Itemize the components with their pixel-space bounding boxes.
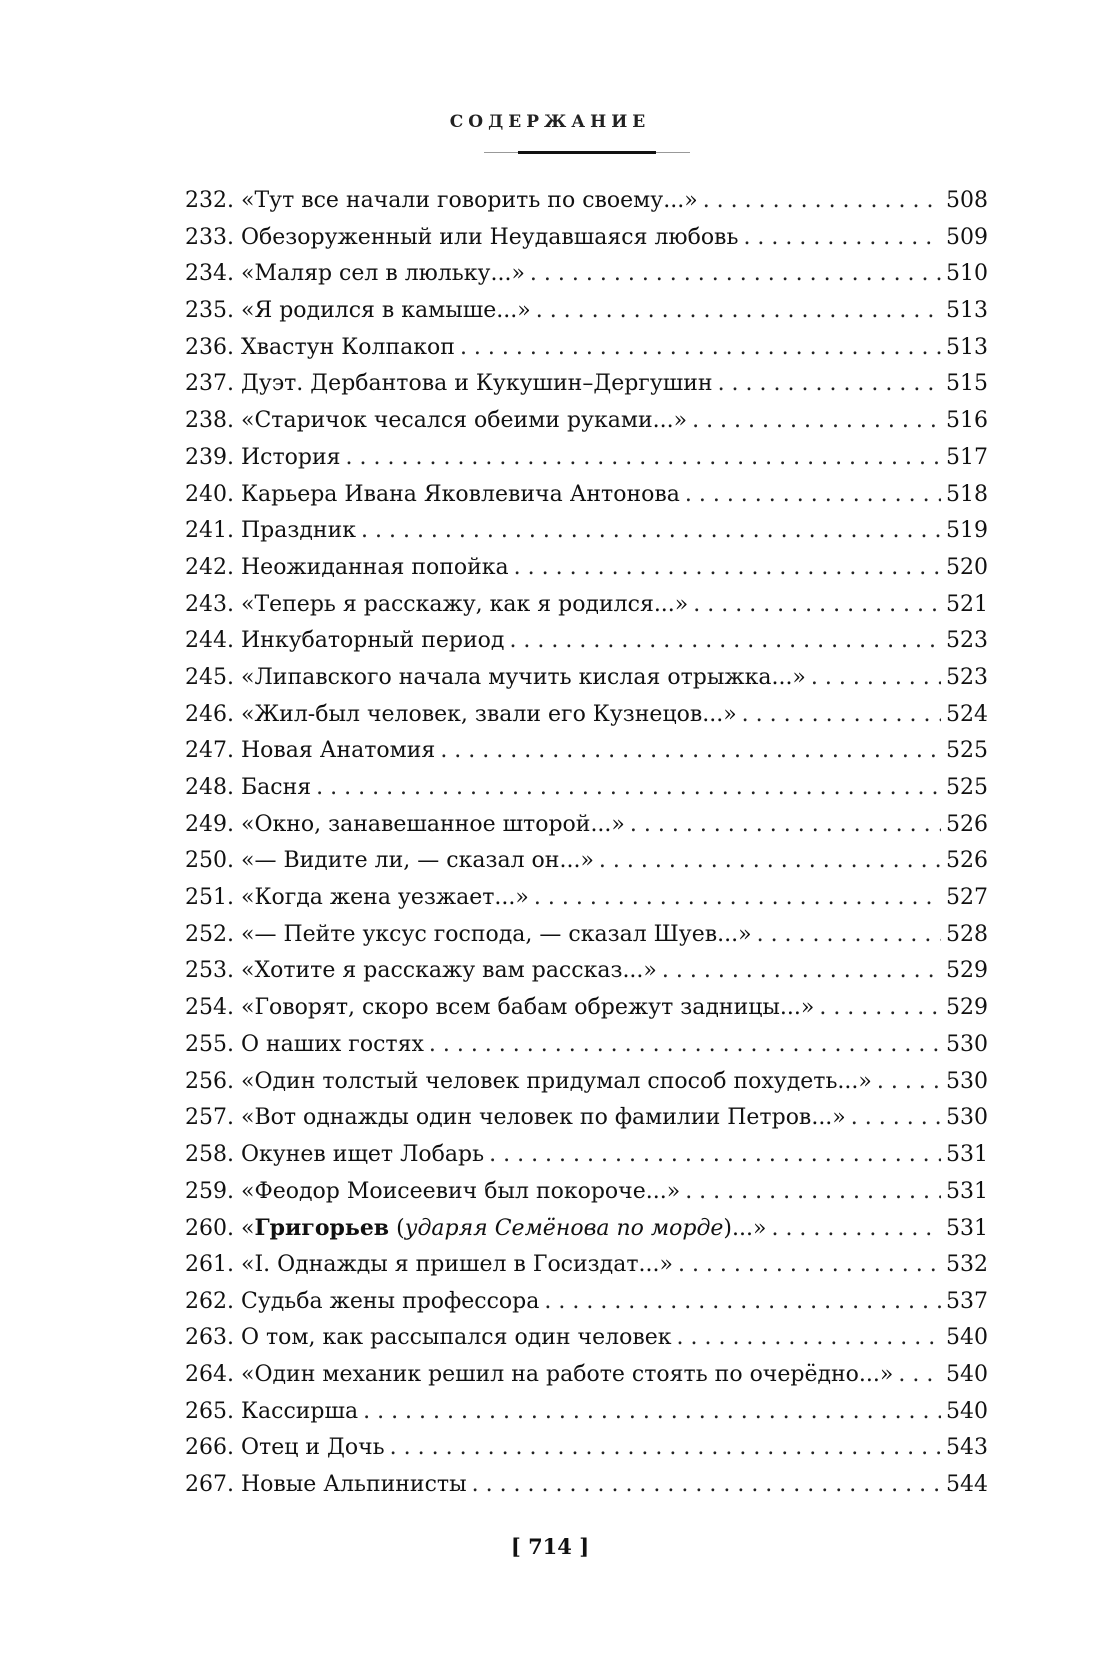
entry-title (241, 1210, 766, 1248)
entry-title-open: « (240, 1216, 255, 1242)
entry-page: 540 (946, 1362, 988, 1387)
entry-title: О том, как рассыпался один человек (240, 1325, 672, 1351)
entry-number: 260. (185, 1216, 234, 1242)
dot-leader (599, 843, 941, 880)
entry-page: 523 (946, 664, 988, 690)
entry-page: 528 (946, 921, 988, 947)
entry-title: «Когда жена уезжает...» (240, 885, 529, 911)
entry-number: 244. (185, 628, 234, 654)
toc-entry (185, 1394, 988, 1431)
toc-entry (185, 917, 988, 954)
toc-entry (185, 1100, 988, 1137)
toc-entry (185, 1430, 988, 1467)
entry-number: 256. (185, 1068, 234, 1094)
dot-leader (530, 256, 941, 293)
entry-number: 234. (185, 261, 234, 287)
entry-title: О наших гостях (240, 1031, 424, 1057)
toc-entry (185, 1210, 988, 1247)
entry-title: Кассирша (240, 1398, 359, 1424)
toc-entry (185, 330, 988, 367)
toc-entry (185, 293, 988, 330)
entry-number: 239. (185, 444, 234, 470)
toc-entry (185, 807, 988, 844)
entry-page: 526 (946, 848, 988, 874)
entry-number: 252. (185, 921, 234, 947)
dot-leader (678, 1247, 941, 1284)
entry-page: 532 (946, 1251, 988, 1277)
dot-leader (743, 220, 941, 257)
entry-title: «Окно, занавешанное шторой...» (240, 811, 625, 837)
entry-page: 543 (946, 1435, 988, 1461)
entry-title-bold: Григорьев (254, 1215, 390, 1242)
page-title: СОДЕРЖАНИЕ (449, 112, 651, 132)
dot-leader (346, 440, 941, 477)
toc-entry (185, 403, 988, 440)
entry-page: 515 (946, 371, 988, 397)
toc-entry (185, 623, 988, 660)
entry-number: 238. (185, 408, 234, 434)
entry-page: 508 (946, 188, 988, 213)
dot-leader (534, 880, 941, 917)
entry-page: 509 (946, 224, 988, 250)
dot-leader (693, 587, 941, 624)
dot-leader (898, 1357, 941, 1394)
dot-leader (662, 953, 941, 990)
entry-page: 520 (946, 554, 988, 580)
entry-number: 255. (185, 1031, 234, 1057)
toc-entry (185, 587, 988, 624)
entry-title: Судьба жены профессора (240, 1288, 540, 1314)
entry-page: 531 (946, 1141, 988, 1167)
entry-page: 510 (946, 261, 988, 287)
entry-page: 531 (946, 1216, 988, 1242)
dot-leader (718, 366, 941, 403)
entry-title: «Вот однажды один человек по фамилии Петров...» (240, 1105, 846, 1131)
entry-title: Инкубаторный период (240, 628, 505, 654)
entry-page: 530 (946, 1031, 988, 1057)
entry-page: 530 (946, 1105, 988, 1131)
entry-title: «Маляр сел в люльку...» (240, 261, 525, 287)
entry-title: «— Видите ли, — сказал он...» (240, 848, 594, 874)
toc-entry (185, 770, 988, 807)
entry-title-paren: ( (389, 1216, 405, 1242)
toc-entry (185, 1467, 988, 1504)
entry-number: 233. (185, 224, 234, 250)
dot-leader (685, 1174, 941, 1211)
page-header (0, 112, 1100, 132)
toc-entry (185, 440, 988, 477)
entry-page: 524 (946, 701, 988, 727)
entry-number: 247. (185, 738, 234, 764)
entry-title: Отец и Дочь (240, 1435, 385, 1461)
entry-number: 262. (185, 1288, 234, 1314)
entry-number: 264. (185, 1362, 234, 1387)
toc-entry (185, 1137, 988, 1174)
dot-leader (630, 807, 941, 844)
page-number: [ 714 ] (510, 1534, 590, 1559)
entry-title: «Теперь я расскажу, как я родился...» (240, 591, 689, 617)
entry-number: 235. (185, 298, 234, 324)
dot-leader (544, 1284, 941, 1321)
entry-number: 257. (185, 1105, 234, 1131)
dot-leader (819, 990, 941, 1027)
entry-page: 540 (946, 1398, 988, 1424)
entry-number: 245. (185, 664, 234, 690)
toc-entry (185, 1174, 988, 1211)
dot-leader (440, 733, 941, 770)
entry-title: «I. Однажды я пришел в Госиздат...» (240, 1251, 673, 1277)
entry-page: 544 (946, 1472, 988, 1498)
entry-title: «— Пейте уксус господа, — сказал Шуев...» (240, 921, 752, 947)
entry-page: 537 (946, 1288, 988, 1314)
dot-leader (536, 293, 941, 330)
entry-title: Новые Альпинисты (240, 1472, 467, 1498)
entry-number: 232. (185, 188, 234, 213)
toc-entry (185, 1247, 988, 1284)
entry-page: 525 (946, 775, 988, 800)
entry-number: 266. (185, 1435, 234, 1461)
entry-title: «Феодор Моисеевич был покороче...» (240, 1178, 681, 1204)
entry-title: «Жил-был человек, звали его Кузнецов...» (240, 701, 737, 727)
entry-number: 236. (185, 334, 234, 360)
entry-title: «Тут все начали говорить по своему...» (240, 188, 698, 213)
entry-number: 249. (185, 811, 234, 837)
toc-entry (185, 697, 988, 734)
entry-page: 523 (946, 628, 988, 654)
dot-leader (677, 1320, 942, 1357)
toc-entry (185, 1320, 988, 1357)
entry-number: 259. (185, 1178, 234, 1204)
table-of-contents (185, 183, 988, 1504)
entry-title: «Один механик решил на работе стоять по очерёдно...» (240, 1362, 894, 1387)
entry-title: «Старичок чесался обеими руками...» (240, 408, 688, 434)
entry-title-close: )...» (723, 1216, 767, 1242)
entry-page: 521 (946, 591, 988, 617)
dot-leader (489, 1137, 941, 1174)
entry-title-italic: ударяя Семёнова по морде (404, 1216, 724, 1242)
entry-page: 513 (946, 334, 988, 360)
entry-number: 248. (185, 775, 234, 800)
dot-leader (851, 1100, 941, 1137)
entry-page: 529 (946, 958, 988, 984)
entry-page: 518 (946, 481, 988, 507)
toc-entry (185, 366, 988, 403)
entry-page: 527 (946, 885, 988, 911)
toc-entry (185, 880, 988, 917)
entry-title: Праздник (240, 518, 356, 544)
toc-entry (185, 843, 988, 880)
entry-number: 250. (185, 848, 234, 874)
entry-number: 254. (185, 995, 234, 1021)
toc-entry (185, 1284, 988, 1321)
entry-number: 242. (185, 554, 234, 580)
dot-leader (703, 183, 941, 220)
dot-leader (363, 1394, 941, 1431)
entry-number: 267. (185, 1472, 234, 1498)
entry-title: Карьера Ивана Яковлевича Антонова (240, 481, 680, 507)
entry-title: «Говорят, скоро всем бабам обрежут задницы...» (240, 995, 815, 1021)
toc-entry (185, 183, 988, 220)
entry-page: 516 (946, 408, 988, 434)
dot-leader (742, 697, 941, 734)
entry-title: Дуэт. Дербантова и Кукушин–Дергушин (240, 371, 713, 397)
dot-leader (390, 1430, 941, 1467)
entry-title: Хвастун Колпакоп (240, 334, 455, 360)
toc-entry (185, 1027, 988, 1064)
entry-page: 529 (946, 995, 988, 1021)
dot-leader (811, 660, 941, 697)
entry-title: «Хотите я расскажу вам рассказ...» (240, 958, 657, 984)
entry-page: 517 (946, 444, 988, 470)
entry-number: 241. (185, 518, 234, 544)
entry-title: Окунев ищет Лобарь (240, 1141, 485, 1167)
toc-entry (185, 513, 988, 550)
toc-entry (185, 953, 988, 990)
entry-title: Новая Анатомия (240, 738, 436, 764)
entry-number: 261. (185, 1251, 234, 1277)
dot-leader (685, 477, 941, 514)
dot-leader (460, 330, 941, 367)
dot-leader (316, 770, 941, 807)
toc-entry (185, 477, 988, 514)
entry-title: «Один толстый человек придумал способ похудеть...» (240, 1068, 872, 1094)
entry-title: «Я родился в камыше...» (240, 298, 531, 324)
entry-number: 258. (185, 1141, 234, 1167)
entry-page: 531 (946, 1178, 988, 1204)
dot-leader (429, 1027, 941, 1064)
toc-entry (185, 256, 988, 293)
entry-page: 526 (946, 811, 988, 837)
entry-number: 237. (185, 371, 234, 397)
entry-page: 540 (946, 1325, 988, 1351)
entry-number: 246. (185, 701, 234, 727)
toc-entry (185, 733, 988, 770)
dot-leader (361, 513, 941, 550)
toc-entry (185, 990, 988, 1027)
toc-entry (185, 1064, 988, 1101)
dot-leader (514, 550, 941, 587)
toc-entry (185, 220, 988, 257)
entry-page: 513 (946, 298, 988, 324)
dot-leader (692, 403, 941, 440)
entry-page: 525 (946, 738, 988, 764)
entry-title: Басня (240, 775, 312, 800)
dot-leader (757, 917, 941, 954)
entry-number: 253. (185, 958, 234, 984)
entry-title: Обезоруженный или Неудавшаяся любовь (240, 224, 739, 250)
toc-entry (185, 1357, 988, 1394)
entry-title: История (240, 444, 341, 470)
dot-leader (509, 623, 941, 660)
entry-page: 530 (946, 1068, 988, 1094)
entry-number: 263. (185, 1325, 234, 1351)
dot-leader (771, 1211, 941, 1248)
toc-entry (185, 550, 988, 587)
entry-number: 251. (185, 885, 234, 911)
entry-page: 519 (946, 518, 988, 544)
dot-leader (877, 1064, 941, 1101)
entry-number: 265. (185, 1398, 234, 1424)
entry-number: 240. (185, 481, 234, 507)
header-rule-accent (518, 151, 656, 154)
entry-number: 243. (185, 591, 234, 617)
dot-leader (472, 1467, 941, 1504)
toc-entry (185, 660, 988, 697)
entry-title: «Липавского начала мучить кислая отрыжка...» (240, 664, 806, 690)
entry-title: Неожиданная попойка (240, 554, 509, 580)
